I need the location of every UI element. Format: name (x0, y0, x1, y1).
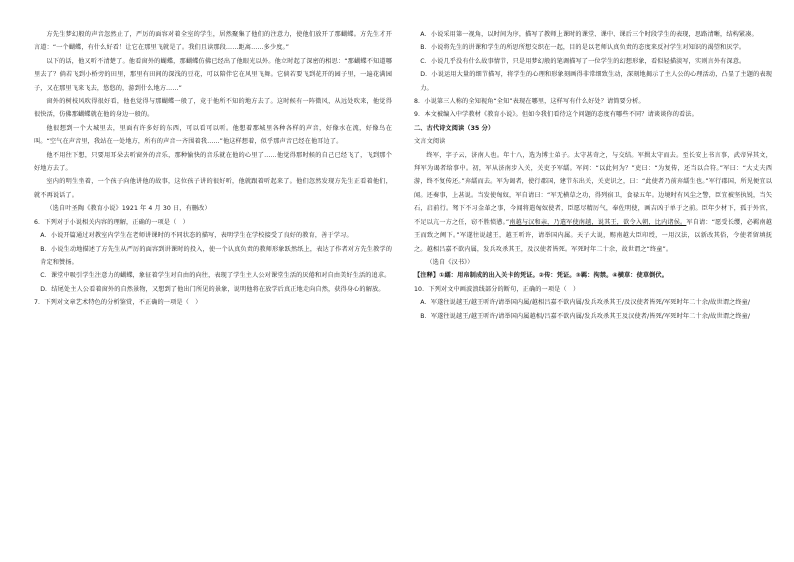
question-7-option-d: D．小说运用大量的细节描写，将学生的心理和形象刻画得非常细致生动，深刻地揭示了主人公的心理活动，凸显了主题的表现力。 (420, 71, 772, 92)
source-note-2: （选自《汉书》） (426, 258, 474, 266)
question-6-option-c: C．课堂中吸引学生注意力的蝴蝶，象征着学生对自由的向往，表现了学生主人公对课堂生活的厌倦和对自由美好生活的追求。 (40, 272, 391, 280)
question-7-option-a: A．小说采用第一视角，以时间为序，描写了教师上课时的课堂、课中、课后三个时段学生的表现，思路清晰，结构紧凑。 (420, 31, 758, 38)
story-paragraph: 以下的话，他又听不清楚了。他看窗外的蝴蝶，那蝴蝶仿佛已经出了他眼光以外。他立时起了深密的相思：“那蝴蝶不知道哪里去了？倘若飞到小桥旁的田里，那里有田间的深浅的豆花，可以陪伴它在风里飞舞。它倘若要飞到花开的园子里，一遍花满园子，又在那里飞来飞去，悠悠的，游到什么地方……” (34, 57, 392, 92)
question-7-option-b: B．小说将先生的讲课和学生的所思所想交织在一起，目的是以老师认真负责的态度来反衬学生对知识的渴望和厌学。 (420, 44, 746, 52)
question-7-option-c: C．小说几乎没有什么故事情节，只是用梦幻般的笔调描写了一位学生的幻想形象，看似轻描淡写，实则言外有深意。 (420, 57, 746, 65)
annotation-note: 【注释】①繻：用帛制成的出入关卡的凭证。②传：凭证。③羁：拘禁。④横草：使草倒伏。 (414, 272, 668, 280)
story-paragraph: 窗外的树枝风吹得很好看，他也觉得与那蝴蝶一般了，竟于他所不知的地方去了。这时候有一阵微风，从远处吹来，他觉得很快活，仿佛那蝴蝶就在他的身边一般的。 (34, 98, 392, 119)
subsection-heading: 文言文阅读 (414, 138, 446, 146)
story-paragraph: 他很想到一个大城里去，里面有许多好的东西，可以看可以听。他想着那城里各种各样的声音，好像水在流，好像鸟在叫。“空气在声音里，我站在一处地方，所有的声音一齐围着我……”他这样想着，似乎那声音已经在他耳边了。 (34, 124, 392, 146)
passage-underlined: 南越与汉和亲，乃遣军使南越，说其王，欲令入朝，比内诸侯。 (509, 218, 687, 226)
passage-part-a: 终军，字子云，济南人也。年十八，选为博士弟子。太守甚奇之，与交结。军揖太守而去。至长安上书言事，武帝异其文，拜军为谒者给事中。初，军从济南步入关，关吏予军繻。军问：“以此何为？”吏曰：“为复传，还当以合符。”军曰：“大丈夫西游，终不复传还。”弃繻而去。军为谒者，使行郡国，建节东出关，关吏识之，曰：“此使者乃前弃繻生也。”军行郡国，所见便宜以闻。还奏事，上甚说。当发使匈奴，军自请曰：“军无横草之功，得列宿卫，食禄五年。边境时有风尘之警，臣宜被坚执锐，当矢石，启前行。驽下不习金革之事，今闻将遣匈奴使者，臣愿尽精厉气，奉佐明使，画吉凶于单于之前。臣年少材下，孤于外官，不足以亢一方之任，窃不胜愤懑。” (414, 151, 772, 226)
story-paragraph: 方先生梦幻般的声音忽然止了，严厉的面容对着全室的学生，居然聚集了他们的注意力，使他们放开了那蝴蝶。方先生才开言道：“一个蝴蝶，有什么好看！让它在那里飞就是了。我们且读那段……距离……多少度。” (34, 31, 392, 52)
question-8: 8．小说第三人称的全知视角“全知”表现在哪里，这样写有什么好处？请简要分析。 (414, 98, 645, 106)
classical-passage (414, 149, 772, 256)
right-column (414, 28, 772, 552)
question-6-option-a: A．小说开篇通过对教室内学生在老师讲课时的不同状态的描写，表明学生在学校接受了良好的教育，善于学习。 (40, 232, 353, 240)
story-paragraph: 他不用往下想，只要用耳朵去听窗外的音乐，那种愉快的音乐就在他的心里了……他觉得那时候的自己已经飞了，飞到那个好地方去了。 (34, 151, 392, 173)
question-6: 6．下列对于小说相关内容的理解，正确的一项是（ ） (34, 218, 189, 226)
question-6-option-b: B．小说生动地描述了方先生从严厉的面容到讲课时的投入，使一个认真负责的教师形象跃然纸上，表达了作者对方先生教学的肯定和赞扬。 (40, 245, 392, 266)
left-column (34, 28, 392, 552)
question-6-option-d: D．结尾处主人公看着窗外的自然景物，又想到了他出门所见的景象，说明他将在放学后真正地走向自然，获得身心的解放。 (40, 285, 385, 293)
passage-part-c: 军自请：“愿受长缨，必羁南越王而致之阙下。”军遂往说越王，越王听许，请举国内属。天子大说，赐南越大臣印绶，一用汉法，以新改其俗，令使者留填抚之。越相吕嘉不欲内属，发兵攻杀其王，及汉使者皆死。军死时年二十余，故世谓之“终童”。 (414, 218, 772, 253)
question-9: 9．本文被编入中学教材《教育小说》。但如今我们看待这个问题的态度有哪些不同？请谈谈你的看法。 (414, 111, 698, 119)
story-paragraph: 室内的明生坐着，一个孩子向他讲他的故事，这位孩子讲的很好听，他就跟着听起来了。他们忽然发现方先生正看着他们，就不再说话了。 (34, 178, 392, 199)
question-10: 10．下列对文中画波浪线部分的断句，正确的一项是（ ） (414, 285, 580, 293)
question-10-option-a: A．军遂往说越王/越王听许/请举国内属/越相吕嘉不欲内属/发兵攻杀其王/及汉使者皆死/军死时年二十余/故世谓之终童/ (420, 299, 751, 307)
question-10-option-b: B．军遂往说越王/越王听许/请举国内属越相/吕嘉不欲内属/发兵攻杀其王及汉使者/皆死/军死时年二十余/故世谓之终童/ (420, 312, 751, 320)
section-heading: 二、古代诗文阅读（35 分） (414, 124, 495, 132)
source-note: （选自叶圣陶《教育小说》1921 年 4 月 30 日，有删改） (46, 205, 211, 213)
question-7: 7．下列对文章艺术特色的分析鉴赏，不正确的一项是（ ） (34, 299, 202, 307)
